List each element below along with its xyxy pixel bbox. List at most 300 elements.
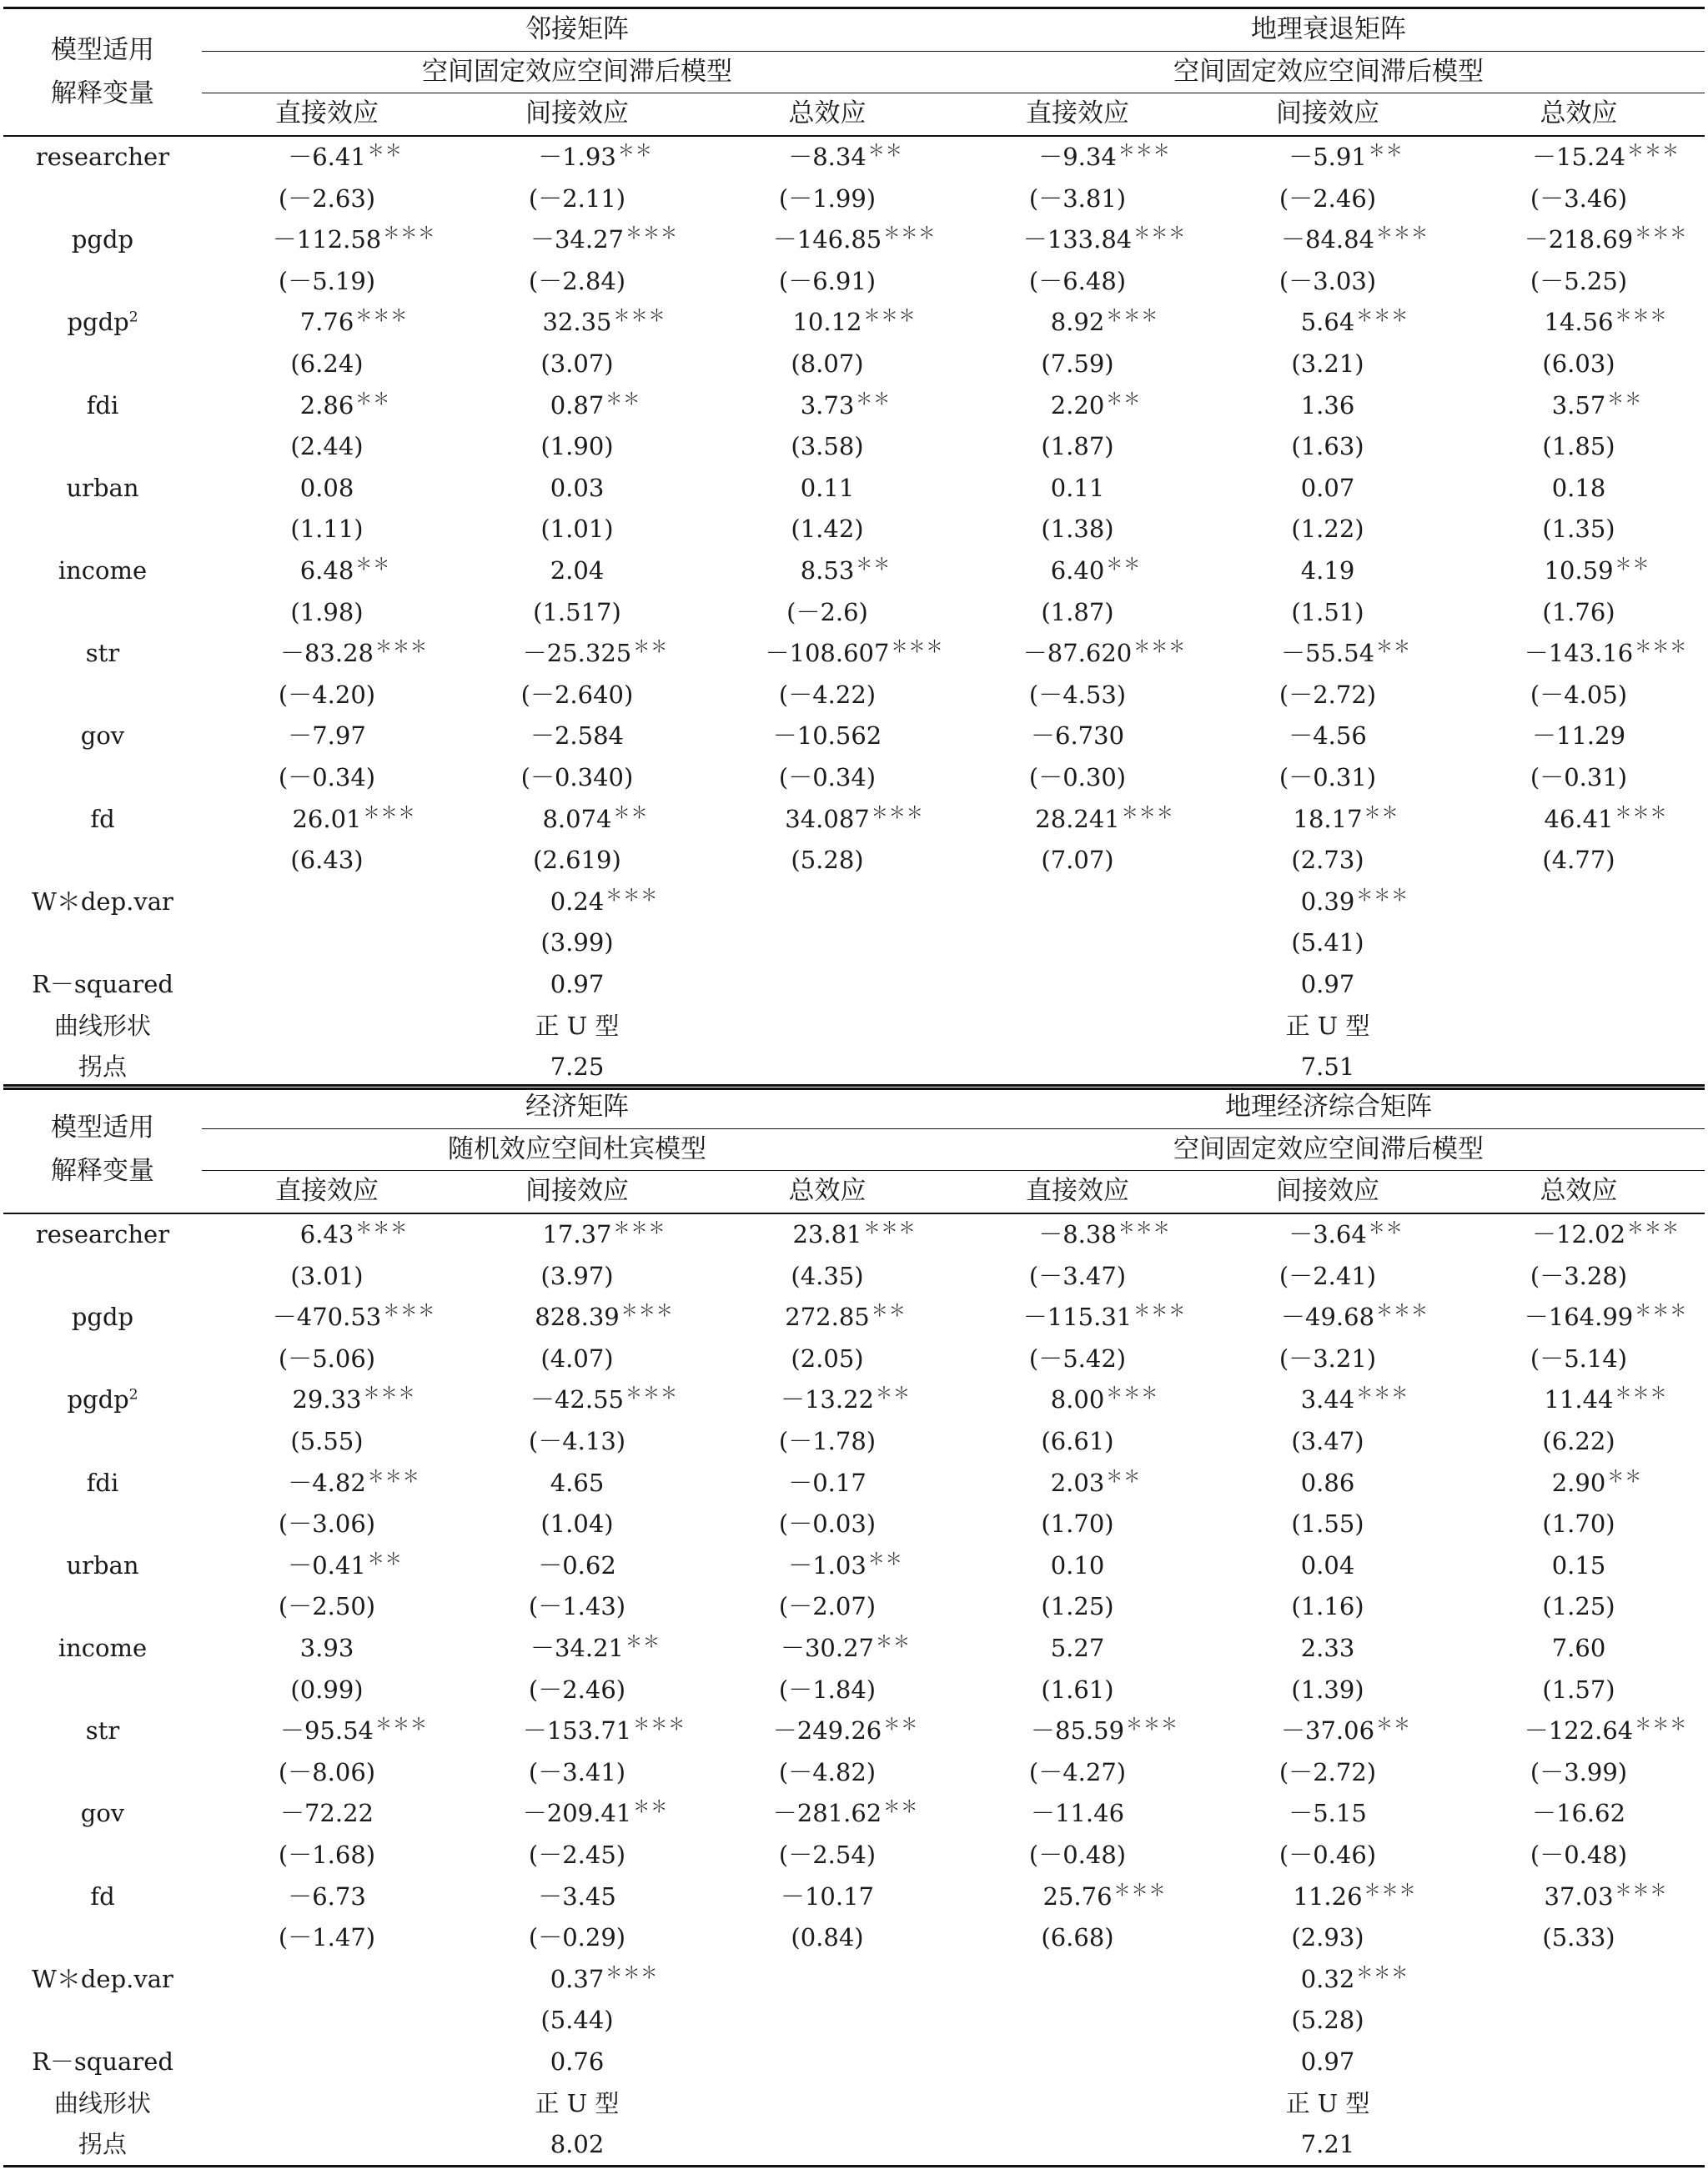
coefficient-value: －164.99	[1524, 1303, 1634, 1332]
significance-stars: ＊＊＊	[1364, 1879, 1417, 1900]
coefficient-cell	[1453, 1462, 1705, 1504]
empty-cell	[952, 922, 1203, 964]
coefficient-value: 0.04	[1300, 1550, 1355, 1580]
coefficient-value: －12.02	[1532, 1220, 1626, 1249]
t-statistic-cell: (－0.30)	[1028, 762, 1127, 791]
coefficient-value: －7.97	[288, 721, 366, 751]
t-statistic-cell: (－2.11)	[528, 183, 626, 213]
significance-stars: ＊＊＊	[1635, 636, 1688, 657]
empty-cell	[952, 1005, 1203, 1047]
empty-cell	[702, 1958, 952, 2000]
effect-column-header: 间接效应	[452, 1171, 702, 1213]
t-statistic-cell: (1.25)	[1041, 1592, 1114, 1621]
coefficient-cell	[702, 798, 952, 840]
significance-stars: ＊＊＊	[355, 305, 409, 326]
significance-stars: ＊＊	[1368, 1218, 1404, 1238]
t-statistic-cell: (3.47)	[1291, 1427, 1364, 1456]
coefficient-value: 23.81	[792, 1220, 862, 1249]
coefficient-value: －5.15	[1289, 1799, 1367, 1828]
coefficient-value: －0.41	[288, 1550, 366, 1580]
empty-cell	[702, 2082, 952, 2124]
coefficient-value: 4.19	[1300, 556, 1355, 585]
table-row	[3, 633, 1705, 675]
empty-cell	[1453, 1047, 1705, 1089]
t-statistic-cell: (－3.03)	[1278, 266, 1377, 295]
coefficient-cell	[1203, 716, 1453, 757]
table-row	[3, 1835, 1705, 1876]
significance-stars: ＊＊＊	[383, 223, 436, 244]
empty-cell	[1453, 2000, 1705, 2042]
coefficient-value: 14.56	[1544, 308, 1614, 337]
empty-cell	[3, 1835, 202, 1876]
coefficient-value: 7.60	[1551, 1634, 1606, 1663]
coefficient-value: －95.54	[279, 1716, 374, 1746]
t-statistic-cell: (－3.21)	[1278, 1344, 1377, 1373]
empty-cell	[1453, 922, 1705, 964]
coefficient-cell	[1453, 1545, 1705, 1587]
wdep-label: W＊dep.var	[32, 1964, 173, 1993]
coefficient-cell	[1203, 219, 1453, 261]
empty-cell	[202, 2082, 452, 2124]
empty-cell	[202, 2124, 452, 2167]
coefficient-value: 1.36	[1300, 390, 1355, 419]
significance-stars: ＊＊＊	[1356, 884, 1409, 905]
effect-column-header: 总效应	[1453, 93, 1705, 136]
coefficient-value: 0.08	[299, 473, 354, 502]
coefficient-value: 3.93	[299, 1634, 354, 1663]
coefficient-value: －11.29	[1532, 721, 1626, 751]
significance-stars: ＊＊	[883, 1714, 919, 1735]
coefficient-value: －84.84	[1281, 225, 1375, 254]
turning-point-label: 拐点	[3, 1047, 202, 1089]
coefficient-cell	[1203, 468, 1453, 510]
coefficient-value: 0.11	[1050, 473, 1105, 502]
wdep-value	[452, 881, 702, 922]
significance-stars: ＊＊＊	[1615, 1879, 1668, 1900]
coefficient-value: 0.07	[1300, 473, 1355, 502]
turning-point-value: 7.21	[1203, 2124, 1453, 2167]
table-row	[3, 178, 1705, 219]
curve-shape-value: 正 U 型	[535, 2088, 620, 2117]
coefficient-value: 0.10	[1050, 1550, 1105, 1580]
coefficient-value: 10.59	[1544, 556, 1614, 585]
variable-name: pgdp$^2$	[67, 308, 138, 337]
empty-cell	[952, 881, 1203, 922]
t-statistic-cell: (－6.48)	[1028, 266, 1127, 295]
t-statistic-cell: (－0.29)	[528, 1923, 626, 1952]
t-statistic-cell: (－6.91)	[778, 266, 877, 295]
t-statistic-cell: (－1.84)	[778, 1675, 877, 1704]
significance-stars: ＊＊	[367, 1548, 403, 1569]
t-statistic-cell: (－0.46)	[1278, 1840, 1377, 1869]
coefficient-cell	[952, 1710, 1203, 1752]
t-statistic-cell: (－3.81)	[1028, 183, 1127, 213]
significance-stars: ＊＊	[1615, 554, 1650, 575]
t-statistic-cell: (5.28)	[791, 846, 864, 875]
variable-name: pgdp	[71, 1303, 134, 1332]
coefficient-cell	[952, 219, 1203, 261]
significance-stars: ＊＊	[355, 388, 391, 409]
coefficient-value: －13.22	[780, 1385, 875, 1414]
t-statistic-cell: (－2.6)	[786, 597, 868, 626]
t-statistic-cell: (－4.27)	[1028, 1757, 1127, 1786]
coefficient-cell	[702, 219, 952, 261]
coefficient-cell	[702, 302, 952, 344]
coefficient-cell	[702, 716, 952, 757]
curve-shape-value: 正 U 型	[1285, 2088, 1370, 2117]
t-statistic-cell: (－5.42)	[1028, 1344, 1127, 1373]
coefficient-value: 0.37	[550, 1964, 605, 1993]
significance-stars: ＊＊＊	[1106, 305, 1159, 326]
coefficient-cell	[952, 384, 1203, 426]
significance-stars: ＊＊	[1106, 554, 1142, 575]
significance-stars: ＊＊＊	[863, 1218, 917, 1238]
empty-cell	[952, 2000, 1203, 2042]
significance-stars: ＊＊＊	[633, 1714, 686, 1735]
t-statistic-cell: (－3.99)	[1530, 1757, 1628, 1786]
coefficient-cell	[1453, 136, 1705, 178]
significance-stars: ＊＊＊	[375, 1714, 429, 1735]
coefficient-cell	[952, 1297, 1203, 1339]
significance-stars: ＊＊	[1364, 801, 1399, 822]
coefficient-value: －470.53	[272, 1303, 382, 1332]
significance-stars: ＊＊	[625, 1631, 661, 1652]
coefficient-value: 0.11	[800, 473, 855, 502]
effect-column-header: 总效应	[702, 93, 952, 136]
t-statistic-cell: (1.57)	[1542, 1675, 1615, 1704]
coefficient-cell	[952, 716, 1203, 757]
coefficient-cell	[952, 1462, 1203, 1504]
coefficient-cell	[452, 1462, 702, 1504]
coefficient-value: 2.33	[1300, 1634, 1355, 1663]
coefficient-cell	[1453, 716, 1705, 757]
r-squared-label: R－squared	[32, 969, 173, 998]
t-statistic-cell: (－3.06)	[278, 1509, 376, 1539]
significance-stars: ＊＊	[1376, 636, 1412, 657]
table-row	[3, 840, 1705, 882]
coefficient-value: 28.241	[1035, 804, 1120, 833]
coefficient-value: 0.32	[1300, 1964, 1355, 1993]
effect-column-header: 直接效应	[952, 1171, 1203, 1213]
variable-name: str	[85, 1716, 120, 1746]
coefficient-value: 2.03	[1050, 1468, 1105, 1497]
coefficient-cell	[1453, 384, 1705, 426]
table-row	[3, 426, 1705, 468]
t-statistic-cell: (1.90)	[540, 432, 614, 461]
t-statistic-cell: (1.61)	[1041, 1675, 1114, 1704]
significance-stars: ＊＊	[876, 1383, 912, 1404]
table-row	[3, 1793, 1705, 1835]
t-statistic-cell: (－2.63)	[278, 183, 376, 213]
coefficient-cell	[202, 1213, 452, 1256]
table-row	[3, 1255, 1705, 1297]
table-row	[3, 261, 1705, 303]
table-row	[3, 219, 1705, 261]
empty-cell	[1453, 2124, 1705, 2167]
coefficient-value: 8.53	[800, 556, 855, 585]
empty-cell	[702, 881, 952, 922]
coefficient-cell	[1203, 1213, 1453, 1256]
coefficient-cell	[1453, 633, 1705, 675]
table-row	[3, 1586, 1705, 1628]
empty-cell	[202, 881, 452, 922]
t-statistic-cell: (3.07)	[540, 349, 614, 379]
coefficient-cell	[452, 798, 702, 840]
significance-stars: ＊＊＊	[605, 884, 659, 905]
variable-name: str	[85, 639, 120, 668]
t-statistic-cell: (－1.47)	[278, 1923, 376, 1952]
turning-point-label: 拐点	[3, 2124, 202, 2167]
coefficient-value: 2.86	[299, 390, 354, 419]
coefficient-value: 0.24	[550, 887, 605, 916]
r-squared-value: 0.76	[550, 2047, 605, 2076]
coefficient-cell	[202, 798, 452, 840]
coefficient-cell	[1203, 1379, 1453, 1421]
t-statistic-cell: (－4.53)	[1028, 680, 1127, 709]
coefficient-value: －10.17	[780, 1881, 875, 1911]
t-statistic-cell: (－2.07)	[778, 1592, 877, 1621]
empty-cell	[3, 261, 202, 303]
coefficient-cell	[452, 633, 702, 675]
empty-cell	[3, 1255, 202, 1297]
coefficient-value: 8.074	[542, 804, 612, 833]
coefficient-value: －8.34	[788, 143, 867, 172]
significance-stars: ＊＊＊	[383, 1300, 436, 1321]
coefficient-value: 7.76	[299, 308, 354, 337]
empty-cell	[3, 1421, 202, 1463]
significance-stars: ＊＊＊	[1627, 140, 1680, 161]
t-statistic-cell: (2.44)	[290, 432, 364, 461]
empty-cell	[3, 1669, 202, 1710]
empty-cell	[3, 1917, 202, 1959]
wdep-label: W＊dep.var	[32, 887, 173, 916]
matrix-group-header: 地理衰退矩阵	[952, 8, 1705, 52]
significance-stars: ＊＊	[856, 554, 892, 575]
coefficient-value: －153.71	[522, 1716, 632, 1746]
significance-stars: ＊＊＊	[605, 1962, 659, 1982]
significance-stars: ＊＊	[871, 1300, 907, 1321]
significance-stars: ＊＊＊	[1635, 223, 1688, 244]
coefficient-cell	[1203, 1628, 1453, 1670]
empty-cell	[3, 1752, 202, 1794]
coefficient-cell	[1203, 384, 1453, 426]
significance-stars: ＊＊＊	[355, 1218, 409, 1238]
coefficient-value: －0.17	[788, 1468, 867, 1497]
t-statistic-cell: (－1.68)	[278, 1840, 376, 1869]
coefficient-cell	[952, 1628, 1203, 1670]
wdep-t-statistic: (3.99)	[540, 928, 614, 957]
coefficient-cell	[702, 384, 952, 426]
t-statistic-cell: (1.76)	[1542, 597, 1615, 626]
coefficient-value: －209.41	[522, 1799, 632, 1828]
t-statistic-cell: (1.38)	[1041, 515, 1114, 544]
t-statistic-cell: (1.63)	[1291, 432, 1364, 461]
variable-name: researcher	[35, 143, 170, 172]
t-statistic-cell: (1.16)	[1291, 1592, 1364, 1621]
coefficient-cell	[452, 384, 702, 426]
significance-stars: ＊＊＊	[1635, 1714, 1688, 1735]
empty-cell	[202, 1047, 452, 1089]
coefficient-cell	[952, 1213, 1203, 1256]
r-squared-label: R－squared	[32, 2047, 173, 2076]
table-row	[3, 1379, 1705, 1421]
coefficient-cell	[1453, 1213, 1705, 1256]
empty-cell	[3, 1339, 202, 1380]
significance-stars: ＊＊＊	[871, 801, 924, 822]
coefficient-value: －218.69	[1524, 225, 1634, 254]
coefficient-cell	[202, 136, 452, 178]
t-statistic-cell: (2.05)	[791, 1344, 864, 1373]
t-statistic-cell: (1.39)	[1291, 1675, 1364, 1704]
model-type-header: 空间固定效应空间滞后模型	[952, 1128, 1705, 1171]
t-statistic-cell: (－2.46)	[1278, 183, 1377, 213]
table-row	[3, 591, 1705, 633]
turning-point-value: 8.02	[452, 2124, 702, 2167]
coefficient-value: 46.41	[1544, 804, 1614, 833]
matrix-group-header: 邻接矩阵	[202, 8, 952, 52]
empty-cell	[702, 2124, 952, 2167]
t-statistic-cell: (2.619)	[533, 846, 621, 875]
table-row	[3, 468, 1705, 510]
coefficient-value: 2.20	[1050, 390, 1105, 419]
turning-point-value: 7.51	[1203, 1047, 1453, 1089]
significance-stars: ＊＊＊	[1118, 140, 1171, 161]
empty-cell	[1453, 1005, 1705, 1047]
variable-name: gov	[80, 1799, 125, 1828]
empty-cell	[702, 1005, 952, 1047]
t-statistic-cell: (1.01)	[540, 515, 614, 544]
t-statistic-cell: (1.70)	[1041, 1509, 1114, 1539]
t-statistic-cell: (1.98)	[290, 597, 364, 626]
coefficient-cell	[1453, 1379, 1705, 1421]
coefficient-cell	[1453, 1793, 1705, 1835]
coefficient-value: －146.85	[772, 225, 882, 254]
significance-stars: ＊＊	[1106, 1465, 1142, 1486]
coefficient-value: 8.92	[1050, 308, 1105, 337]
curve-shape-label: 曲线形状	[53, 1011, 151, 1040]
coefficient-cell	[202, 1297, 452, 1339]
significance-stars: ＊＊＊	[625, 223, 679, 244]
t-statistic-cell: (6.03)	[1542, 349, 1615, 379]
t-statistic-cell: (－2.640)	[520, 680, 634, 709]
variable-name: urban	[66, 1550, 139, 1580]
coefficient-value: 5.27	[1050, 1634, 1105, 1663]
coefficient-value: －4.82	[288, 1468, 366, 1497]
empty-cell	[3, 840, 202, 882]
coefficient-cell	[702, 550, 952, 592]
significance-stars: ＊＊	[1106, 388, 1142, 409]
wdep-value	[1203, 1958, 1453, 2000]
t-statistic-cell: (－0.34)	[778, 762, 877, 791]
t-statistic-cell: (1.25)	[1542, 1592, 1615, 1621]
significance-stars: ＊＊＊	[367, 1465, 420, 1486]
t-statistic-cell: (－0.31)	[1278, 762, 1377, 791]
significance-stars: ＊＊	[1376, 1714, 1412, 1735]
significance-stars: ＊＊＊	[1113, 1879, 1167, 1900]
matrix-group-header: 地理经济综合矩阵	[952, 1086, 1705, 1129]
t-statistic-cell: (－3.46)	[1530, 183, 1628, 213]
significance-stars: ＊＊	[867, 1548, 903, 1569]
coefficient-value: －72.22	[279, 1799, 374, 1828]
coefficient-cell	[702, 1297, 952, 1339]
t-statistic-cell: (－0.03)	[778, 1509, 877, 1539]
t-statistic-cell: (－0.48)	[1028, 1840, 1127, 1869]
coefficient-value: －5.91	[1289, 143, 1367, 172]
significance-stars: ＊＊＊	[620, 1300, 674, 1321]
table-row	[3, 1213, 1705, 1256]
coefficient-value: 34.087	[785, 804, 870, 833]
variable-name: fdi	[86, 1468, 119, 1497]
wdep-t-statistic: (5.41)	[1291, 928, 1364, 957]
empty-cell	[202, 2000, 452, 2042]
significance-stars: ＊＊	[617, 140, 653, 161]
coefficient-cell	[1203, 1297, 1453, 1339]
t-statistic-cell: (1.87)	[1041, 432, 1114, 461]
table-row	[3, 1917, 1705, 1959]
wdep-value	[1203, 881, 1453, 922]
significance-stars: ＊＊＊	[1356, 1383, 1409, 1404]
t-statistic-cell: (－4.13)	[528, 1427, 626, 1456]
significance-stars: ＊＊＊	[863, 305, 917, 326]
curve-shape-value: 正 U 型	[1285, 1011, 1370, 1040]
coefficient-value: －49.68	[1281, 1303, 1375, 1332]
coefficient-cell	[702, 1213, 952, 1256]
coefficient-value: 3.57	[1551, 390, 1606, 419]
empty-cell	[1453, 1958, 1705, 2000]
empty-cell	[202, 964, 452, 1006]
significance-stars: ＊＊＊	[1356, 305, 1409, 326]
coefficient-cell	[202, 550, 452, 592]
coefficient-cell	[202, 219, 452, 261]
coefficient-value: 272.85	[785, 1303, 870, 1332]
coefficient-cell	[952, 633, 1203, 675]
coefficient-value: 11.44	[1544, 1385, 1614, 1414]
coefficient-cell	[1453, 219, 1705, 261]
coefficient-cell	[1203, 1545, 1453, 1587]
coefficient-cell	[1203, 798, 1453, 840]
coefficient-cell	[952, 550, 1203, 592]
turning-point-value: 7.25	[452, 1047, 702, 1089]
r-squared-value: 0.97	[1300, 2047, 1355, 2076]
coefficient-value: 0.39	[1300, 887, 1355, 916]
variable-name: income	[58, 1634, 148, 1663]
matrix-group-header: 经济矩阵	[202, 1086, 952, 1129]
variable-name: fd	[90, 1881, 115, 1911]
t-statistic-cell: (－2.72)	[1278, 680, 1377, 709]
t-statistic-cell: (3.97)	[540, 1261, 614, 1290]
t-statistic-cell: (2.93)	[1291, 1923, 1364, 1952]
coefficient-cell	[702, 633, 952, 675]
effect-column-header: 直接效应	[202, 1171, 452, 1213]
variable-superscript: 2	[128, 1386, 138, 1404]
coefficient-cell	[702, 1710, 952, 1752]
table-row	[3, 509, 1705, 550]
effect-column-header: 直接效应	[202, 93, 452, 136]
t-statistic-cell: (－3.41)	[528, 1757, 626, 1786]
coefficient-value: 8.00	[1050, 1385, 1105, 1414]
coefficient-value: －6.730	[1031, 721, 1125, 751]
coefficient-value: －115.31	[1022, 1303, 1133, 1332]
effect-column-header: 直接效应	[952, 93, 1203, 136]
model-type-header: 空间固定效应空间滞后模型	[202, 51, 952, 93]
t-statistic-cell: (1.87)	[1041, 597, 1114, 626]
coefficient-value: －42.55	[530, 1385, 625, 1414]
t-statistic-cell: (4.77)	[1542, 846, 1615, 875]
empty-cell	[952, 2042, 1203, 2083]
coefficient-cell	[1203, 550, 1453, 592]
significance-stars: ＊＊＊	[1615, 801, 1668, 822]
coefficient-cell	[952, 1793, 1203, 1835]
